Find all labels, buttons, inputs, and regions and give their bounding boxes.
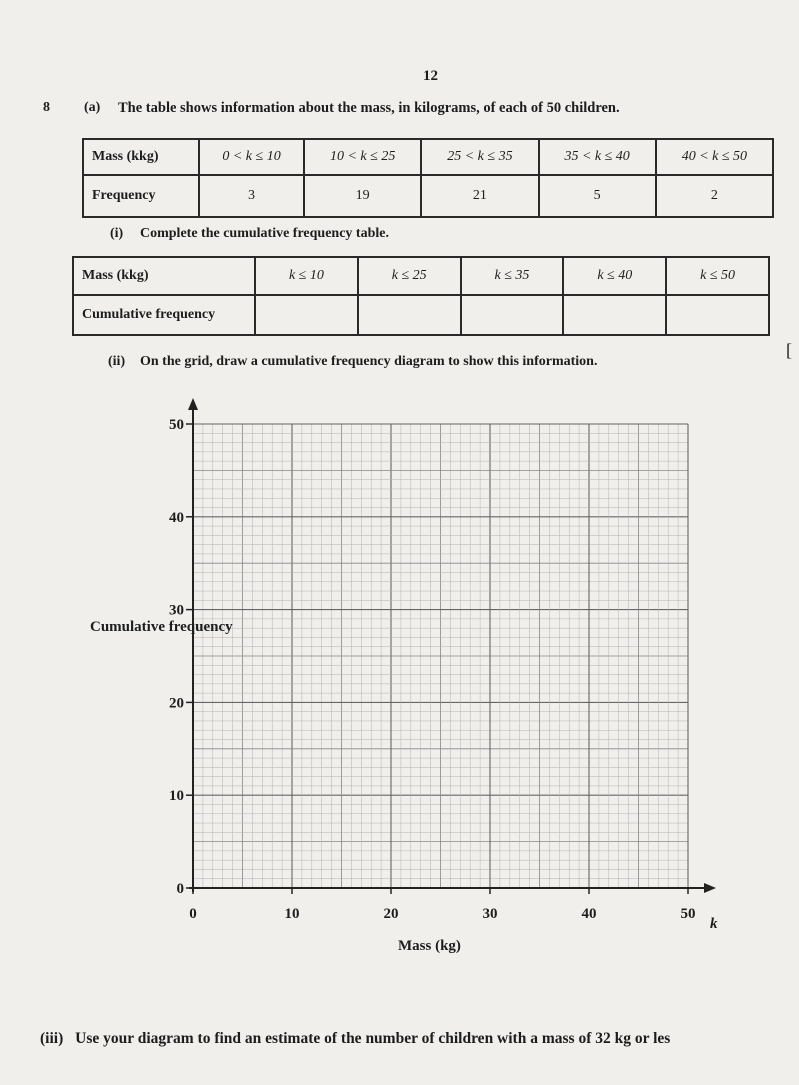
- bound-cell: k ≤ 10: [255, 257, 358, 295]
- interval-cell: 0 < k ≤ 10: [199, 139, 304, 175]
- bound-cell: k ≤ 50: [666, 257, 769, 295]
- frequency-cell: 5: [539, 175, 656, 217]
- interval-cell: 35 < k ≤ 40: [539, 139, 656, 175]
- part-iii-question: [40, 1030, 670, 1048]
- question-part: (a): [84, 100, 101, 115]
- grid-lines: [193, 424, 688, 888]
- x-variable-label: k: [710, 916, 718, 932]
- x-tick-label: 10: [284, 906, 300, 922]
- x-tick-label: 0: [189, 906, 197, 922]
- bound-cell: k ≤ 35: [461, 257, 564, 295]
- interval-cell: 10 < k ≤ 25: [304, 139, 421, 175]
- margin-mark: [: [786, 340, 792, 360]
- y-ticks: [169, 417, 193, 897]
- y-tick-label: 0: [176, 881, 184, 897]
- page-number: 12: [423, 68, 438, 84]
- frequency-cell: 2: [656, 175, 773, 217]
- x-ticks: [189, 888, 695, 922]
- mass-header: Mass (kkg): [83, 139, 199, 175]
- y-tick-label: 10: [169, 788, 184, 805]
- interval-cell: 25 < k ≤ 35: [421, 139, 538, 175]
- x-tick-label: 50: [680, 906, 696, 922]
- part-ii-text: On the grid, draw a cumulative frequency diagram to show this information.: [140, 354, 598, 369]
- y-axis-arrow: [188, 398, 198, 410]
- y-tick-label: 50: [169, 417, 184, 433]
- frequency-cell: 19: [304, 175, 421, 217]
- frequency-header: Frequency: [83, 175, 199, 217]
- cumulative-frequency-header: Cumulative frequency: [73, 295, 255, 335]
- bound-cell: k ≤ 40: [563, 257, 666, 295]
- x-axis-label: Mass (kg): [398, 938, 461, 954]
- y-tick-label: 20: [169, 695, 184, 712]
- question-text: The table shows information about the mass, in kilograms, of each of 50 children.: [118, 100, 620, 116]
- interval-cell: 40 < k ≤ 50: [656, 139, 773, 175]
- frequency-cell: 21: [421, 175, 538, 217]
- x-axis-arrow: [704, 883, 716, 893]
- y-tick-label: 40: [169, 509, 184, 526]
- frequency-cell: 3: [199, 175, 304, 217]
- part-ii-label: (ii): [108, 354, 126, 369]
- bound-cell: k ≤ 25: [358, 257, 461, 295]
- x-tick-label: 40: [581, 906, 597, 922]
- question-number: 8: [43, 100, 50, 115]
- part-iii-label: (iii): [40, 1030, 64, 1047]
- y-tick-label: 30: [169, 602, 184, 619]
- part-i-label: (i): [110, 226, 124, 241]
- mass-header: Mass (kkg): [73, 257, 255, 295]
- x-tick-label: 30: [482, 906, 498, 922]
- y-axis-label: Cumulative frequency: [90, 619, 233, 635]
- part-iii-text: Use your diagram to find an estimate of the number of children with a mass of 32 kg or les: [75, 1030, 671, 1047]
- x-tick-label: 20: [383, 906, 399, 922]
- part-i-text: Complete the cumulative frequency table.: [140, 226, 389, 241]
